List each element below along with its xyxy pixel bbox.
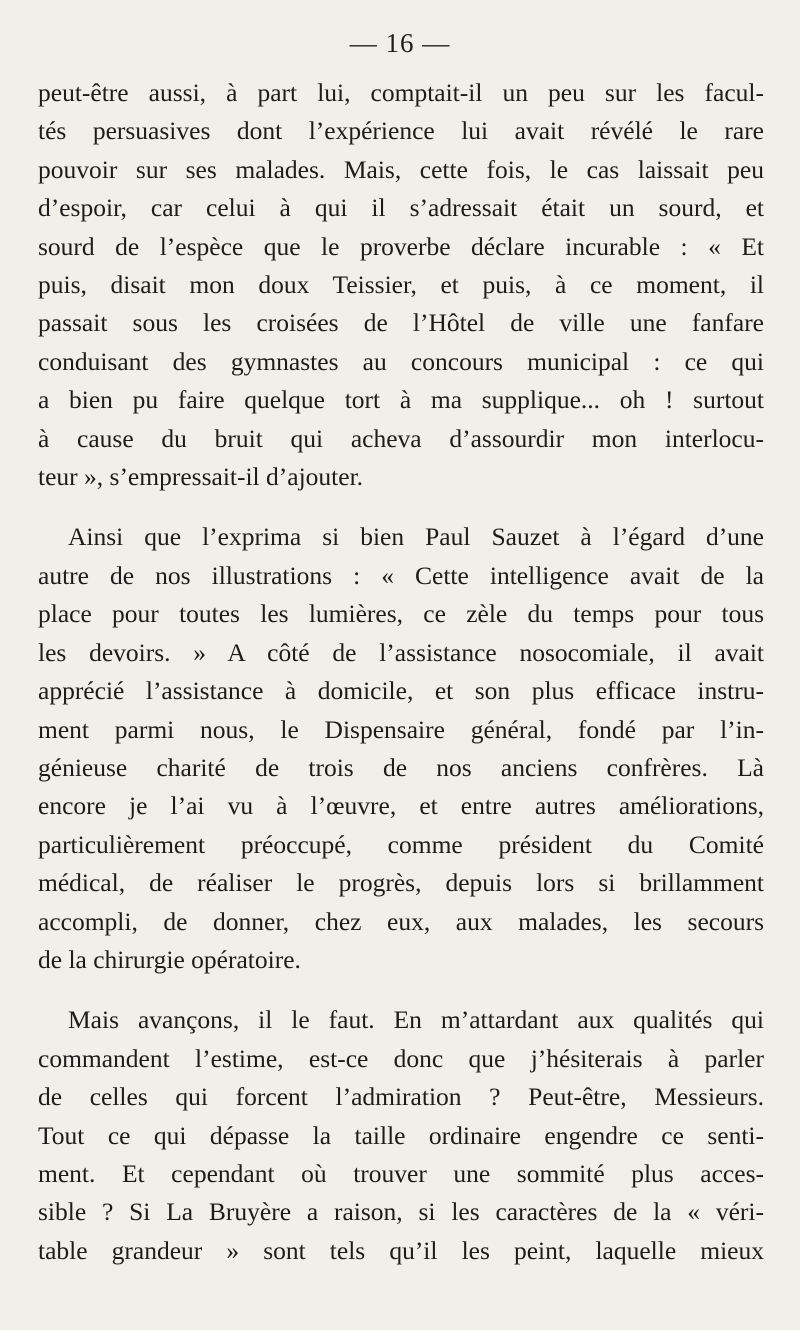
- text-line: accompli, de donner, chez eux, aux malades, les secours: [38, 906, 764, 936]
- text-line: Mais avançons, il le faut. En m’attardant aux qualités qui: [68, 1005, 764, 1035]
- paragraph-1: [38, 74, 764, 496]
- text-line: génieuse charité de trois de nos anciens confrères. Là: [38, 752, 764, 782]
- text-line: sible ? Si La Bruyère a raison, si les caractères de la « véri-: [38, 1197, 764, 1227]
- text-line: tés persuasives dont l’expérience lui avait révélé le rare: [38, 116, 764, 146]
- text-line: a bien pu faire quelque tort à ma supplique... oh ! surtout: [38, 385, 764, 415]
- text-line: médical, de réaliser le progrès, depuis lors si brillamment: [38, 868, 764, 898]
- text-line: puis, disait mon doux Teissier, et puis, à ce moment, il: [38, 270, 764, 300]
- text-line: ment parmi nous, le Dispensaire général, fondé par l’in-: [38, 714, 764, 744]
- text-line: les devoirs. » A côté de l’assistance nosocomiale, il avait: [38, 637, 764, 667]
- text-line: conduisant des gymnastes au concours municipal : ce qui: [38, 346, 764, 376]
- paragraph-2: [38, 518, 764, 979]
- text-line: sourd de l’espèce que le proverbe déclare incurable : « Et: [38, 231, 764, 261]
- text-line: de celles qui forcent l’admiration ? Peut-être, Messieurs.: [38, 1082, 764, 1112]
- text-line: peut-être aussi, à part lui, comptait-il un peu sur les facul-: [38, 78, 764, 107]
- text-line: Ainsi que l’exprima si bien Paul Sauzet à l’égard d’une: [68, 522, 764, 552]
- text-line: Tout ce qui dépasse la taille ordinaire engendre ce senti-: [38, 1120, 764, 1150]
- text-line: ment. Et cependant où trouver une sommité plus acces-: [38, 1158, 764, 1188]
- text-line: apprécié l’assistance à domicile, et son plus efficace instru-: [38, 676, 764, 706]
- text-line: commandent l’estime, est-ce donc que j’hésiterais à parler: [38, 1043, 764, 1073]
- text-line: place pour toutes les lumières, ce zèle du temps pour tous: [38, 599, 764, 629]
- text-line: pouvoir sur ses malades. Mais, cette fois, le cas laissait peu: [38, 154, 764, 184]
- text-line: autre de nos illustrations : « Cette intelligence avait de la: [38, 560, 764, 590]
- text-line: table grandeur » sont tels qu’il les peint, laquelle mieux: [38, 1235, 764, 1265]
- text-line: particulièrement préoccupé, comme président du Comité: [38, 829, 764, 859]
- text-line: à cause du bruit qui acheva d’assourdir mon interlocu-: [38, 423, 764, 453]
- page-number: — 16 —: [349, 28, 451, 58]
- text-line: d’espoir, car celui à qui il s’adressait était un sourd, et: [38, 193, 764, 223]
- text-line: de la chirurgie opératoire.: [38, 944, 301, 974]
- text-line: teur », s’empressait-il d’ajouter.: [38, 462, 364, 492]
- text-line: encore je l’ai vu à l’œuvre, et entre autres améliorations,: [38, 791, 764, 821]
- paragraph-3: [38, 1001, 764, 1270]
- text-line: passait sous les croisées de l’Hôtel de ville une fanfare: [38, 308, 764, 338]
- body-text: [38, 74, 764, 1270]
